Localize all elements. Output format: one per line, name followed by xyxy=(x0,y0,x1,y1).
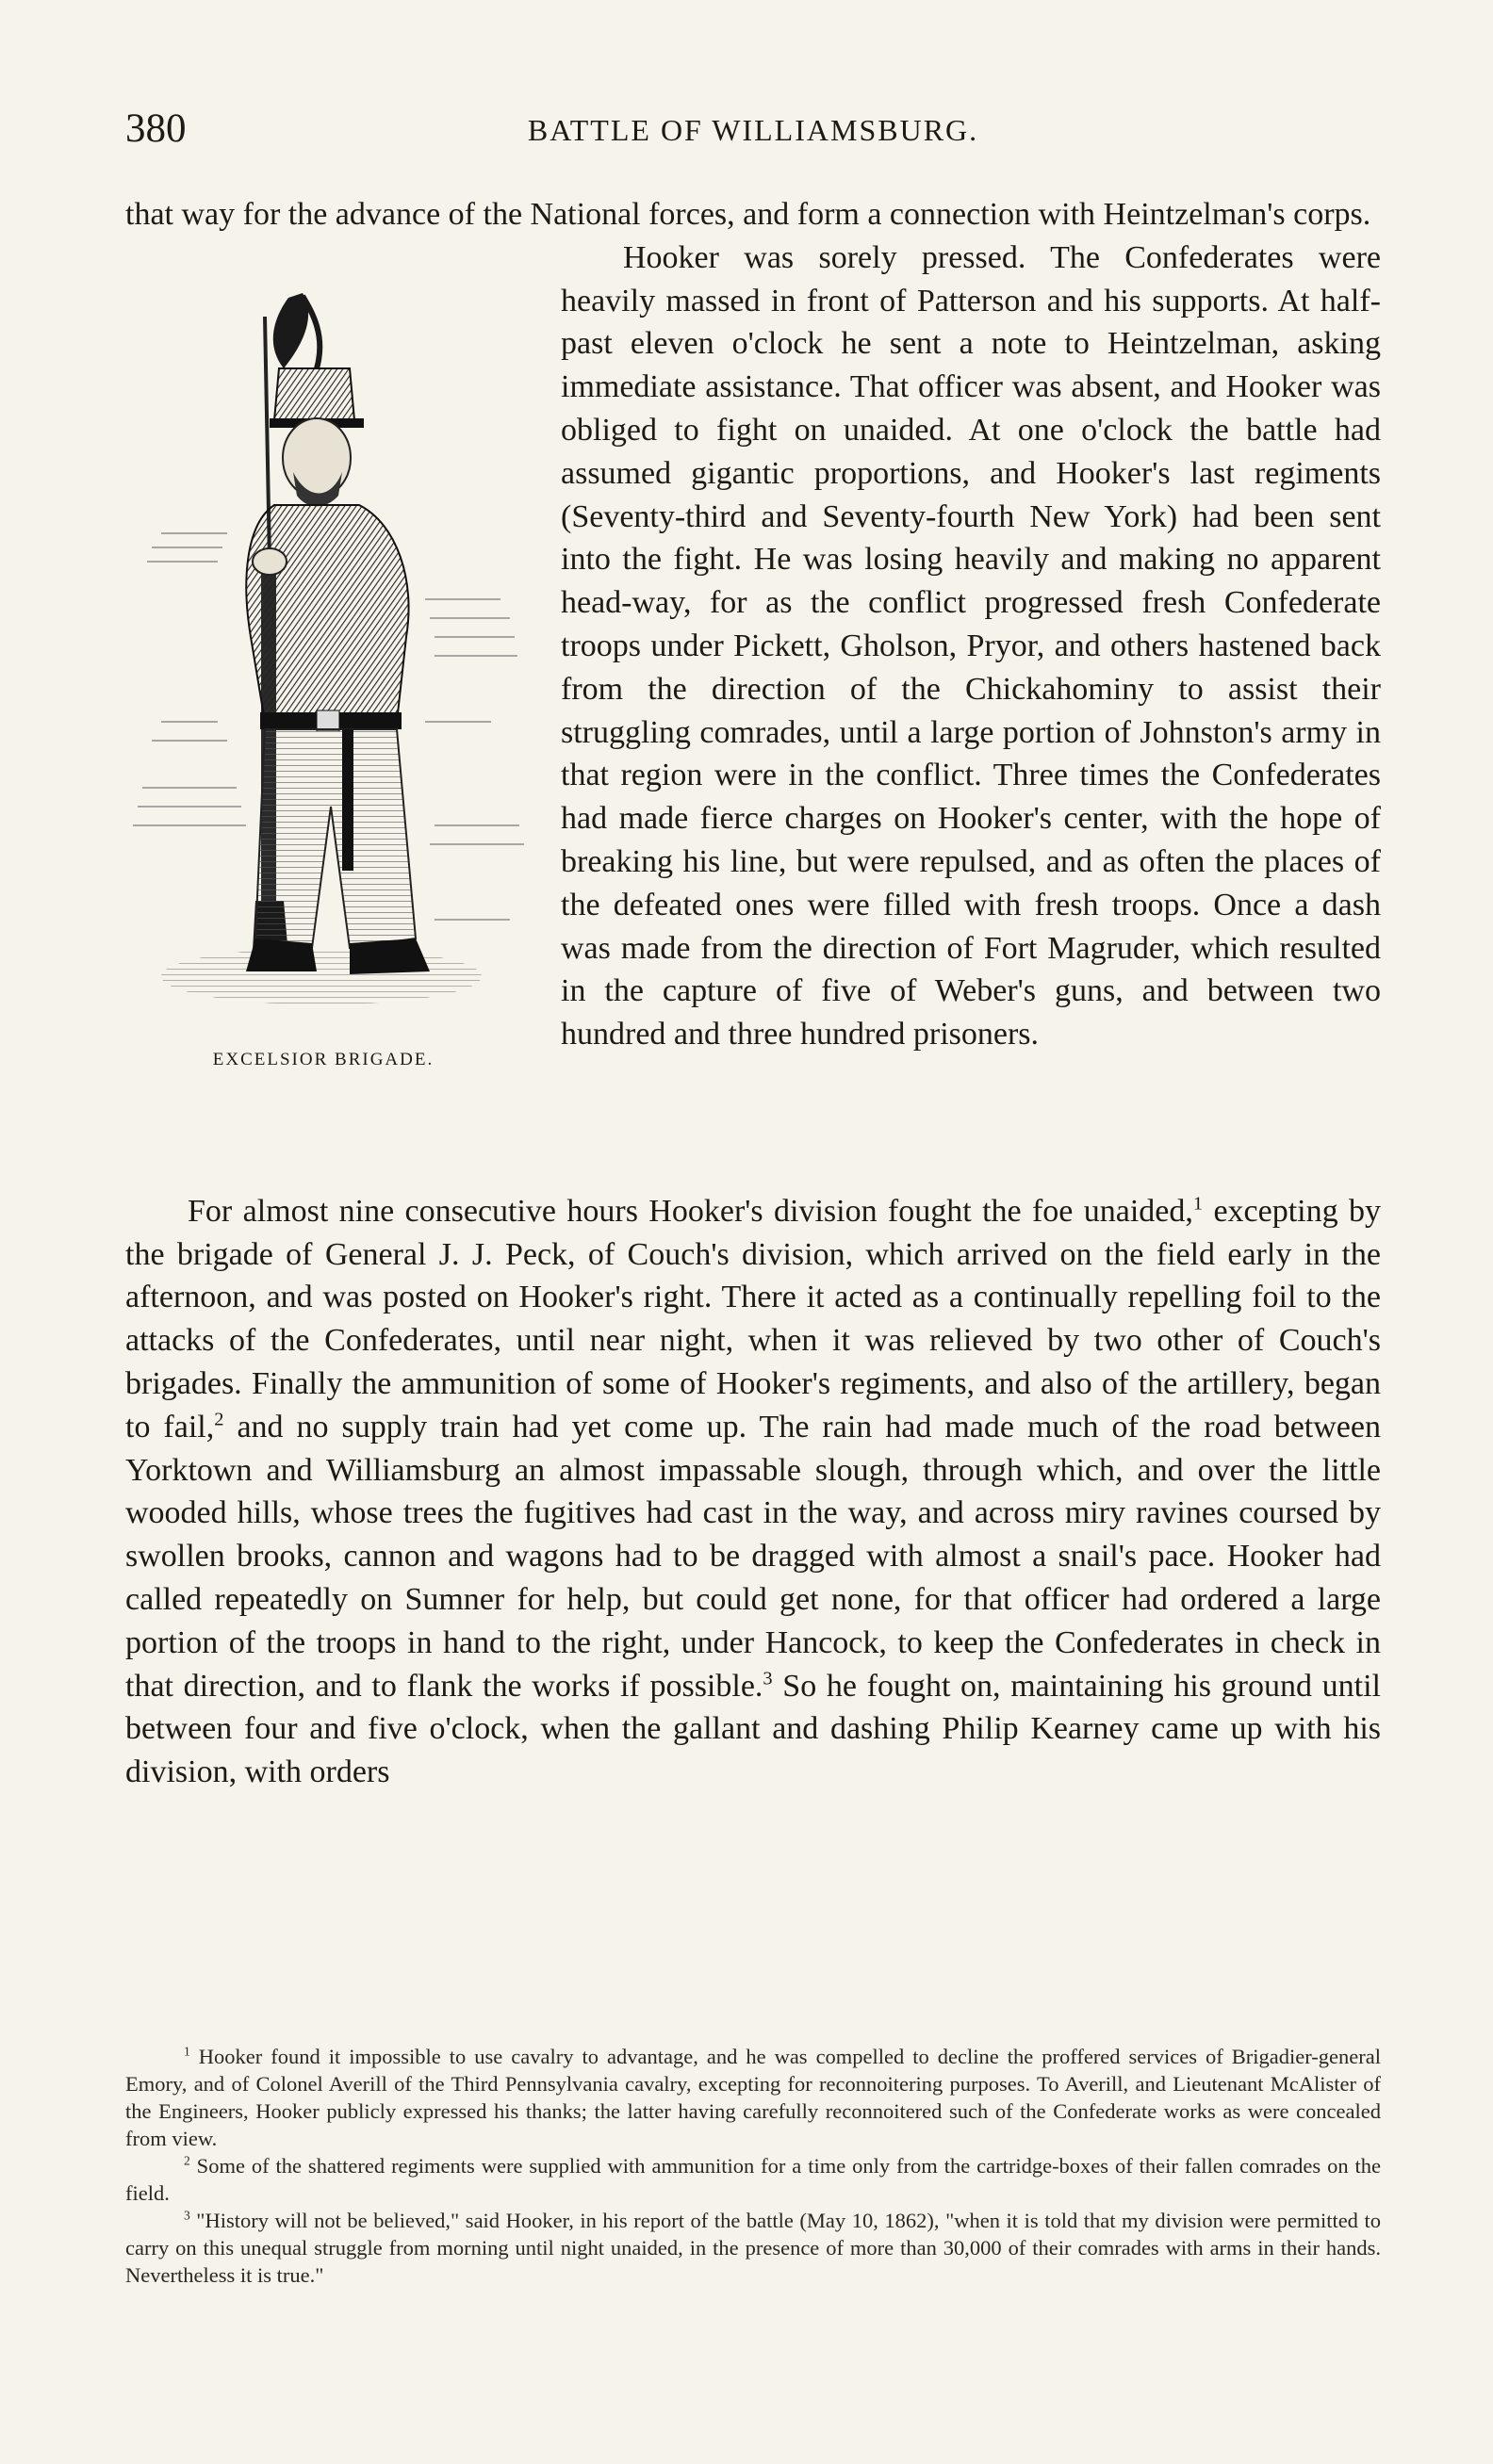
figure-excelsior-brigade xyxy=(116,237,555,1190)
body-text xyxy=(125,193,1381,1794)
footnote-number: 3 xyxy=(184,2208,190,2223)
footnote-2 xyxy=(125,2152,1381,2207)
soldier-engraving-icon xyxy=(123,279,538,1033)
text-run: and no supply train had yet come up. The rain had made much of the road between Yorktown and Williamsburg an almost impassable slough, through which, and over the little wooded hills, whose trees the fugitives had cast in the way, and across miry ravines coursed by swollen brooks, cannon and wagons had to be dragged with almost a snail's pace. Hooker had called repeatedly on Sumner for help, but could get none, for that officer had ordered a large portion of the troops in hand to the right, under Hancock, to keep the Confederates in check in that direction, and to flank the works if possible. xyxy=(125,1409,1381,1704)
page-header xyxy=(125,106,1381,162)
text-run: So he fought on, maintaining his ground until between four and five o'clock, when the gallant and dashing Philip Kearney came up with his division, with orders xyxy=(125,1668,1381,1790)
footnote-number: 1 xyxy=(184,2044,190,2059)
footnote-text: "History will not be believed," said Hooker, in his report of the battle (May 10, 1862), "when it is told that my division were permitted to carry on this unequal struggle from morning until night unaided, in the presence of more than 30,000 of their comrades with arms in their hands. Nevertheless it is true." xyxy=(125,2209,1381,2287)
paragraph-nine-hours xyxy=(125,1190,1381,1794)
footnote-mark[interactable]: 1 xyxy=(1192,1193,1204,1215)
footnote-text: Hooker found it impossible to use cavalry to advantage, and he was compelled to decline the proffered services of Brigadier-general Emory, and of Colonel Averill of the Third Pennsylvania cavalry, excepting for reconnoitering purposes. To Averill, and Lieutenant McAlister of the Engineers, Hooker publicly expressed his thanks; the latter having carefully reconnoitered such of the Confederate works as were concealed from view. xyxy=(125,2045,1381,2150)
footnote-mark[interactable]: 3 xyxy=(763,1668,773,1689)
paragraph-hooker-pressed: Hooker was sorely pressed. The Confederates were heavily massed in front of Patterson and his supports. At half-past eleven o'clock he sent a note to Heintzelman, asking immediate assistance. That officer was absent, and Hooker was obliged to fight on unaided. At one o'clock the battle had assumed gigantic proportions, and Hooker's last regiments (Seventy-third and Seventy-fourth New York) had been sent into the fight. He was losing heavily and making no apparent head-way, for as the conflict progressed fresh Confederate troops under Pickett, Gholson, Pryor, and others hastened back from the direction of the Chickahominy to assist their struggling comrades, until a large portion of Johnston's army in that region were in the conflict. Three times the Confederates had made fierce charges on Hooker's center, with the hope of breaking his line, but were repulsed, and as often the places of the defeated ones were filled with fresh troops. Once a dash was made from the direction of Fort Magruder, which resulted in the capture of five of Weber's guns, and between two hundred and three hundred prisoners. xyxy=(561,239,1381,1053)
footnote-text: Some of the shattered regiments were supplied with ammunition for a time only from the cartridge-boxes of their fallen comrades on the field. xyxy=(125,2154,1381,2205)
paragraph-continuation: that way for the advance of the National forces, and form a connection with Heintzelman's corps. xyxy=(125,197,1371,232)
footnotes xyxy=(125,2043,1381,2289)
page-number: 380 xyxy=(125,106,187,151)
running-head: BATTLE OF WILLIAMSBURG. xyxy=(527,113,979,147)
footnote-1 xyxy=(125,2043,1381,2152)
footnote-3 xyxy=(125,2207,1381,2289)
footnote-mark[interactable]: 2 xyxy=(214,1409,224,1430)
text-run: excepting by the brigade of General J. J. Peck, of Couch's division, which arrived on the field early in the afternoon, and was posted on Hooker's right. There it acted as a continually repelling foil to the attacks of the Confederates, until near night, when it was relieved by two other of Couch's brigades. Finally the ammunition of some of Hooker's regiments, and also of the artillery, began to fail, xyxy=(125,1193,1381,1444)
footnote-number: 2 xyxy=(184,2153,190,2168)
text-run: For almost nine consecutive hours Hooker's division fought the foe unaided, xyxy=(188,1193,1193,1229)
figure-caption: EXCELSIOR BRIGADE. xyxy=(212,1049,435,1069)
